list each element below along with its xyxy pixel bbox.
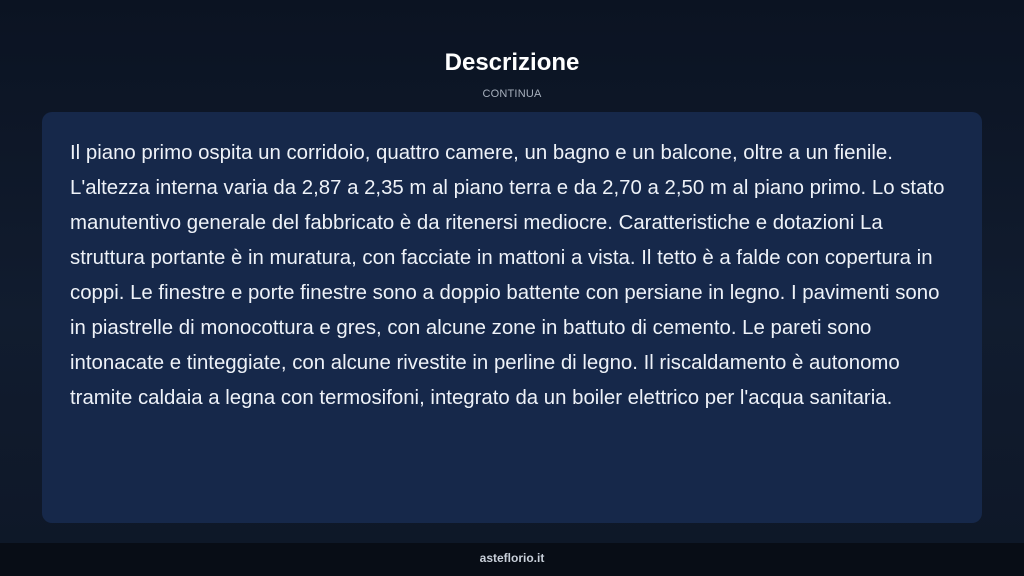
page-title: Descrizione [444, 49, 580, 76]
description-card [42, 112, 982, 523]
footer-brand: asteflorio.it [479, 551, 545, 565]
continue-link[interactable]: CONTINUA [482, 88, 542, 100]
description-text: Il piano primo ospita un corridoio, quattro camere, un bagno e un balcone, oltre a un fienile. L'altezza interna varia da 2,87 a 2,35 m al piano terra e da 2,70 a 2,50 m al piano primo. Lo stato manutentivo generale del fabbricato è da ritenersi mediocre. Caratteristiche e dotazioni La struttura portante è in muratura, con facciate in mattoni a vista. Il tetto è a falde con copertura in coppi. Le finestre e porte finestre sono a doppio battente con persiane in legno. I pavimenti sono in piastrelle di monocottura e gres, con alcune zone in battuto di cemento. Le pareti sono intonacate e tinteggiate, con alcune rivestite in perline di legno. Il riscaldamento è autonomo tramite caldaia a legna con termosifoni, integrato da un boiler elettrico per l'acqua sanitaria. [70, 142, 945, 409]
page-header [0, 48, 1024, 102]
footer-bar [0, 543, 1024, 576]
